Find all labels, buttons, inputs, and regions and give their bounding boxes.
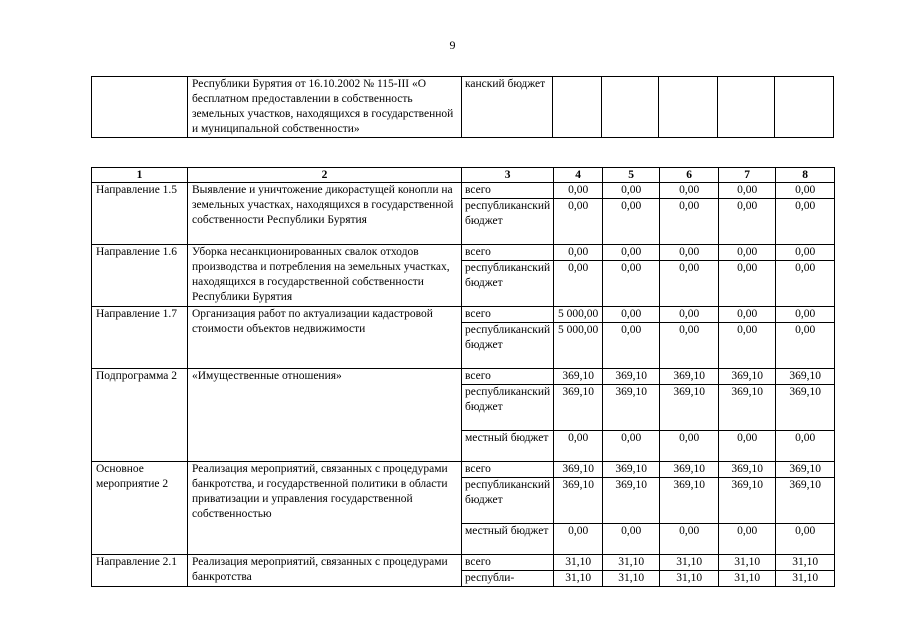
value-year-6: 369,10 — [660, 478, 719, 524]
value-year-7: 0,00 — [719, 199, 776, 245]
value-year-6: 0,00 — [660, 261, 719, 307]
value-year-4: 369,10 — [554, 385, 603, 431]
empty-cell — [92, 77, 188, 138]
value-year-8: 369,10 — [776, 385, 835, 431]
value-year-4: 369,10 — [554, 462, 603, 478]
value-year-8: 369,10 — [776, 478, 835, 524]
value-year-4: 0,00 — [554, 245, 603, 261]
item-code: Направление 1.6 — [92, 245, 188, 307]
value-year-5: 0,00 — [603, 199, 660, 245]
budget-source: всего — [462, 245, 554, 261]
value-year-5: 0,00 — [603, 261, 660, 307]
value-year-8: 369,10 — [776, 369, 835, 385]
budget-source: канский бюджет — [462, 77, 553, 138]
budget-source: всего — [462, 183, 554, 199]
value-year-8: 0,00 — [776, 245, 835, 261]
value-year-5: 0,00 — [603, 524, 660, 555]
value-year-7: 0,00 — [719, 323, 776, 369]
value-year-6: 0,00 — [660, 524, 719, 555]
column-header-7: 7 — [719, 168, 776, 183]
continuation-row — [92, 77, 834, 138]
item-code: Направление 1.7 — [92, 307, 188, 369]
column-header-3: 3 — [462, 168, 554, 183]
column-header-5: 5 — [603, 168, 660, 183]
value-cell — [718, 77, 775, 138]
column-header-4: 4 — [554, 168, 603, 183]
table-row — [92, 369, 835, 385]
value-year-6: 0,00 — [660, 323, 719, 369]
value-year-4: 369,10 — [554, 478, 603, 524]
value-year-4: 0,00 — [554, 183, 603, 199]
value-year-7: 0,00 — [719, 183, 776, 199]
value-year-5: 369,10 — [603, 462, 660, 478]
value-year-5: 369,10 — [603, 369, 660, 385]
item-title: «Имущественные отношения» — [188, 369, 462, 462]
value-year-6: 369,10 — [660, 462, 719, 478]
value-year-4: 0,00 — [554, 199, 603, 245]
value-year-5: 0,00 — [603, 245, 660, 261]
value-year-5: 31,10 — [603, 555, 660, 571]
item-description: Республики Бурятия от 16.10.2002 № 115-III «О бесплатном предоставлении в собственность земельных участков, находящихся в государственной и муниципальной собственности» — [188, 77, 462, 138]
item-title: Организация работ по актуализации кадастровой стоимости объектов недвижимости — [188, 307, 462, 369]
budget-source: местный бюджет — [462, 431, 554, 462]
value-year-5: 369,10 — [603, 478, 660, 524]
value-year-8: 369,10 — [776, 462, 835, 478]
item-title: Уборка несанкционированных свалок отходов производства и потребления на земельных участках, находящихся в государственной собственности Республики Бурятия — [188, 245, 462, 307]
budget-source: республиканский бюджет — [462, 478, 554, 524]
value-year-8: 0,00 — [776, 431, 835, 462]
column-header-6: 6 — [660, 168, 719, 183]
funding-table — [91, 167, 835, 587]
value-year-7: 0,00 — [719, 431, 776, 462]
value-year-7: 369,10 — [719, 462, 776, 478]
value-year-7: 31,10 — [719, 555, 776, 571]
value-cell — [775, 77, 834, 138]
value-cell — [659, 77, 718, 138]
value-year-6: 31,10 — [660, 555, 719, 571]
value-year-7: 31,10 — [719, 571, 776, 587]
value-year-6: 0,00 — [660, 199, 719, 245]
value-cell — [602, 77, 659, 138]
value-year-8: 31,10 — [776, 571, 835, 587]
value-year-8: 0,00 — [776, 199, 835, 245]
column-header-8: 8 — [776, 168, 835, 183]
value-year-6: 0,00 — [660, 245, 719, 261]
value-year-7: 0,00 — [719, 261, 776, 307]
value-year-4: 31,10 — [554, 555, 603, 571]
item-title: Выявление и уничтожение дикорастущей конопли на земельных участках, находящихся в государственной собственности Республики Бурятия — [188, 183, 462, 245]
value-year-8: 0,00 — [776, 261, 835, 307]
value-year-5: 369,10 — [603, 385, 660, 431]
value-year-7: 369,10 — [719, 369, 776, 385]
value-year-7: 369,10 — [719, 478, 776, 524]
value-year-7: 0,00 — [719, 245, 776, 261]
value-year-4: 0,00 — [554, 431, 603, 462]
value-year-5: 31,10 — [603, 571, 660, 587]
value-year-5: 0,00 — [603, 431, 660, 462]
table-row — [92, 307, 835, 323]
header-row — [92, 168, 835, 183]
table-row — [92, 245, 835, 261]
value-year-7: 0,00 — [719, 307, 776, 323]
value-year-4: 5 000,00 — [554, 323, 603, 369]
budget-source: всего — [462, 555, 554, 571]
value-year-5: 0,00 — [603, 307, 660, 323]
value-year-8: 31,10 — [776, 555, 835, 571]
item-code: Направление 2.1 — [92, 555, 188, 587]
value-year-8: 0,00 — [776, 183, 835, 199]
value-year-6: 31,10 — [660, 571, 719, 587]
value-year-4: 5 000,00 — [554, 307, 603, 323]
column-header-2: 2 — [188, 168, 462, 183]
value-year-8: 0,00 — [776, 307, 835, 323]
value-year-4: 369,10 — [554, 369, 603, 385]
value-year-8: 0,00 — [776, 323, 835, 369]
item-code: Основное мероприятие 2 — [92, 462, 188, 555]
budget-source: республи- — [462, 571, 554, 587]
budget-source: всего — [462, 307, 554, 323]
value-year-5: 0,00 — [603, 183, 660, 199]
budget-source: всего — [462, 369, 554, 385]
value-year-6: 0,00 — [660, 183, 719, 199]
value-year-6: 369,10 — [660, 385, 719, 431]
value-year-7: 369,10 — [719, 385, 776, 431]
value-year-5: 0,00 — [603, 323, 660, 369]
item-title: Реализация мероприятий, связанных с процедурами банкротства — [188, 555, 462, 587]
value-year-8: 0,00 — [776, 524, 835, 555]
item-code: Подпрограмма 2 — [92, 369, 188, 462]
item-title: Реализация мероприятий, связанных с процедурами банкротства, и государственной политики в области приватизации и управления государственной собственностью — [188, 462, 462, 555]
budget-source: республиканский бюджет — [462, 261, 554, 307]
value-year-6: 369,10 — [660, 369, 719, 385]
table-row — [92, 555, 835, 571]
table-row — [92, 183, 835, 199]
column-header-1: 1 — [92, 168, 188, 183]
continuation-table — [91, 76, 834, 138]
item-code: Направление 1.5 — [92, 183, 188, 245]
value-year-6: 0,00 — [660, 307, 719, 323]
budget-source: республиканский бюджет — [462, 385, 554, 431]
value-year-4: 0,00 — [554, 261, 603, 307]
page-number: 9 — [449, 38, 456, 52]
value-year-4: 0,00 — [554, 524, 603, 555]
value-year-6: 0,00 — [660, 431, 719, 462]
budget-source: местный бюджет — [462, 524, 554, 555]
value-year-4: 31,10 — [554, 571, 603, 587]
value-year-7: 0,00 — [719, 524, 776, 555]
budget-source: республиканский бюджет — [462, 323, 554, 369]
budget-source: всего — [462, 462, 554, 478]
value-cell — [553, 77, 602, 138]
table-row — [92, 462, 835, 478]
budget-source: республиканский бюджет — [462, 199, 554, 245]
